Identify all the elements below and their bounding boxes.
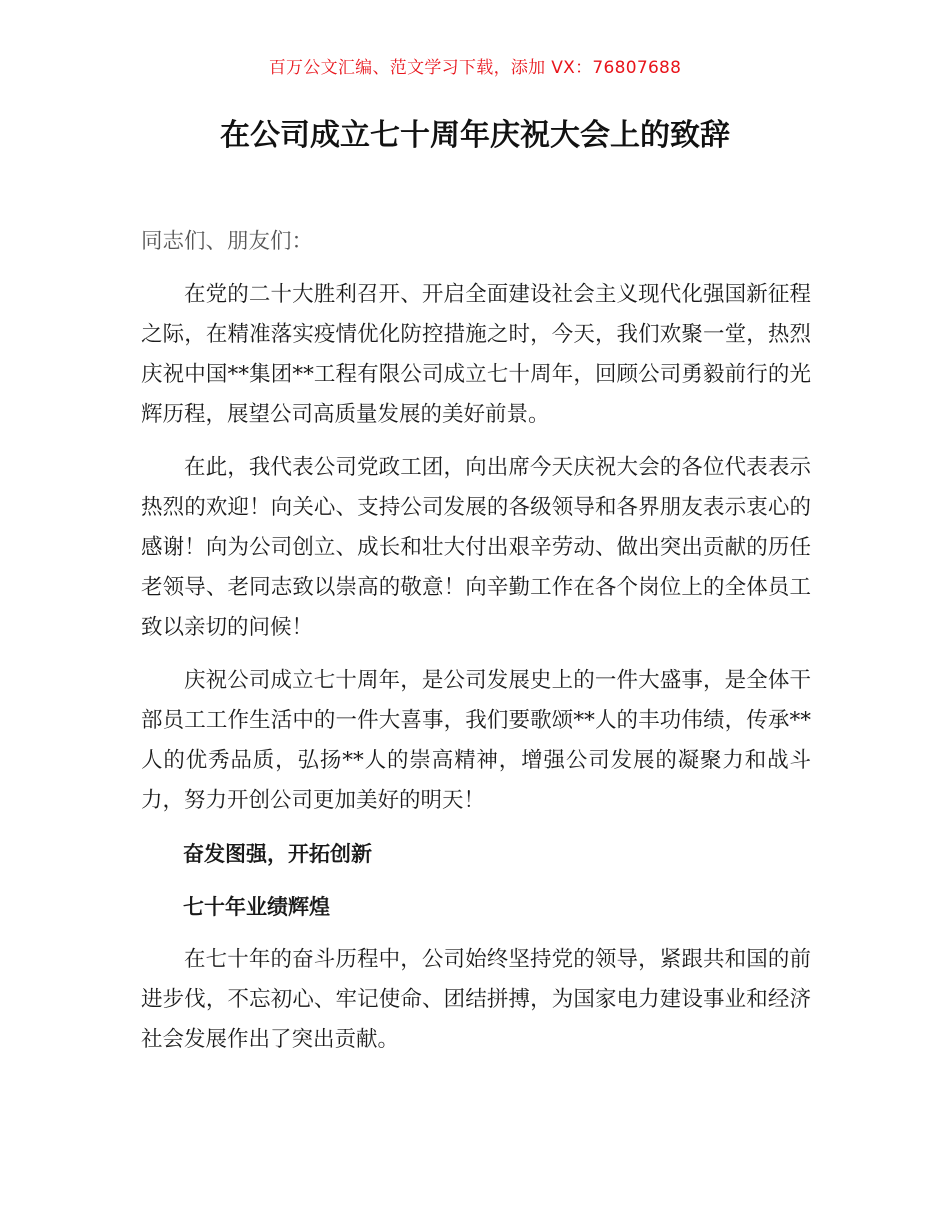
document-title: 在公司成立七十周年庆祝大会上的致辞: [220, 118, 730, 153]
section-heading: 奋发图强，开拓创新: [183, 842, 372, 866]
paragraph-3: 庆祝公司成立七十周年，是公司发展史上的一件大盛事，是全体干部员工工作生活中的一件大喜事，我们要歌颂**人的丰功伟绩，传承**人的优秀品质，弘扬**人的崇高精神，增强公司发展的凝聚力和战斗力，努力开创公司更加美好的明天！: [141, 668, 811, 813]
watermark-text: 百万公文汇编、范文学习下载，添加 VX：76807688: [268, 58, 682, 78]
paragraph-4: 在七十年的奋斗历程中，公司始终坚持党的领导，紧跟共和国的前进步伐，不忘初心、牢记使命、团结拼搏，为国家电力建设事业和经济社会发展作出了突出贡献。: [141, 947, 811, 1052]
document-body: [141, 222, 811, 1073]
paragraph-2: 在此，我代表公司党政工团，向出席今天庆祝大会的各位代表表示热烈的欢迎！向关心、支持公司发展的各级领导和各界朋友表示衷心的感谢！向为公司创立、成长和壮大付出艰辛劳动、做出突出贡献的历任老领导、老同志致以崇高的敬意！向辛勤工作在各个岗位上的全体员工致以亲切的问候！: [141, 455, 811, 640]
paragraph-1: 在党的二十大胜利召开、开启全面建设社会主义现代化强国新征程之际，在精准落实疫情优化防控措施之时，今天，我们欢聚一堂，热烈庆祝中国**集团**工程有限公司成立七十周年，回顾公司勇毅前行的光辉历程，展望公司高质量发展的美好前景。: [141, 282, 811, 427]
salutation: 同志们、朋友们：: [141, 229, 314, 254]
subsection-heading: 七十年业绩辉煌: [183, 895, 330, 919]
